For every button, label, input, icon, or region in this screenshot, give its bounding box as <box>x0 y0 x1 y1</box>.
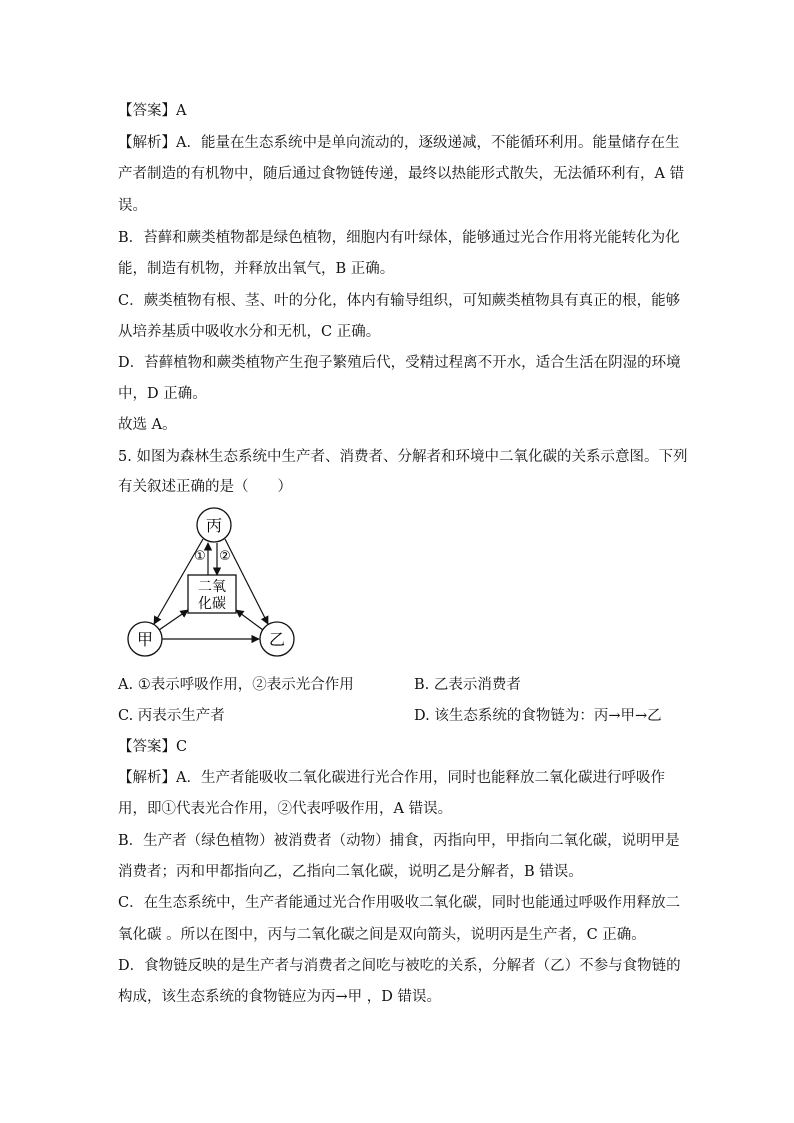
conclusion-line: 故选 A。 <box>118 417 177 433</box>
analysis-line: B．苔藓和蕨类植物都是绿色植物，细胞内有叶绿体，能够通过光合作用将光能转化为化 <box>118 230 680 246</box>
option-c: C. 丙表示生产者 <box>118 708 225 724</box>
node-yi-label: 乙 <box>268 630 286 649</box>
question-5-stem: 有关叙述正确的是（ ） <box>118 479 292 495</box>
answer-label-2: 【答案】C <box>118 739 188 755</box>
node-jia-label: 甲 <box>136 630 154 649</box>
analysis-line: 【解析】A．生产者能吸收二氧化碳进行光合作用，同时也能释放二氧化碳进行呼吸作 <box>118 770 665 786</box>
analysis-line: 从培养基质中吸收水分和无机，C 正确。 <box>118 324 381 340</box>
ecosystem-diagram <box>118 500 308 660</box>
analysis-line: 消费者；丙和甲都指向乙，乙指向二氧化碳，说明乙是分解者，B 错误。 <box>118 864 583 880</box>
node-bing-label: 丙 <box>205 516 223 535</box>
answer-label-1: 【答案】A <box>118 103 187 119</box>
arrow-jia-to-co2 <box>159 610 188 630</box>
analysis-line: C．在生态系统中，生产者能通过光合作用吸收二氧化碳，同时也能通过呼吸作用释放二 <box>118 895 681 911</box>
analysis-line: D．食物链反映的是生产者与消费者之间吃与被吃的关系，分解者（乙）不参与食物链的 <box>118 958 681 974</box>
analysis-line: 用，即①代表光合作用，②代表呼吸作用，A 错误。 <box>118 801 453 817</box>
analysis-line: 构成，该生态系统的食物链应为丙→甲 ，D 错误。 <box>118 989 441 1005</box>
analysis-line: C．蕨类植物有根、茎、叶的分化，体内有输导组织，可知蕨类植物具有真正的根，能够 <box>118 293 681 309</box>
analysis-line: 中，D 正确。 <box>118 386 207 402</box>
analysis-line: 【解析】A．能量在生态系统中是单向流动的，逐级递减，不能循环利用。能量储存在生 <box>118 135 680 151</box>
analysis-line: 能，制造有机物，并释放出氧气，B 正确。 <box>118 261 395 277</box>
label-1: ① <box>194 549 206 564</box>
question-5-stem: 5. 如图为森林生态系统中生产者、消费者、分解者和环境中二氧化碳的关系示意图。下列 <box>118 449 688 465</box>
option-a: A. ①表示呼吸作用，②表示光合作用 <box>118 677 354 693</box>
co2-box-line1: 二氧 <box>198 579 226 595</box>
analysis-line: 误。 <box>118 198 147 214</box>
arrow-yi-to-co2 <box>236 610 263 630</box>
label-2: ② <box>219 549 231 564</box>
co2-box-line2: 化碳 <box>198 596 226 612</box>
analysis-line: 氧化碳 。所以在图中，丙与二氧化碳之间是双向箭头，说明丙是生产者，C 正确。 <box>118 927 646 943</box>
analysis-line: 产者制造的有机物中，随后通过食物链传递，最终以热能形式散失，无法循环利有，A 错 <box>118 166 685 182</box>
option-d: D. 该生态系统的食物链为：丙→甲→乙 <box>414 708 662 724</box>
analysis-line: B．生产者（绿色植物）被消费者（动物）捕食，丙指向甲，甲指向二氧化碳，说明甲是 <box>118 833 680 849</box>
option-b: B. 乙表示消费者 <box>414 677 521 693</box>
analysis-line: D．苔藓植物和蕨类植物产生孢子繁殖后代，受精过程离不开水，适合生活在阴湿的环境 <box>118 355 681 371</box>
